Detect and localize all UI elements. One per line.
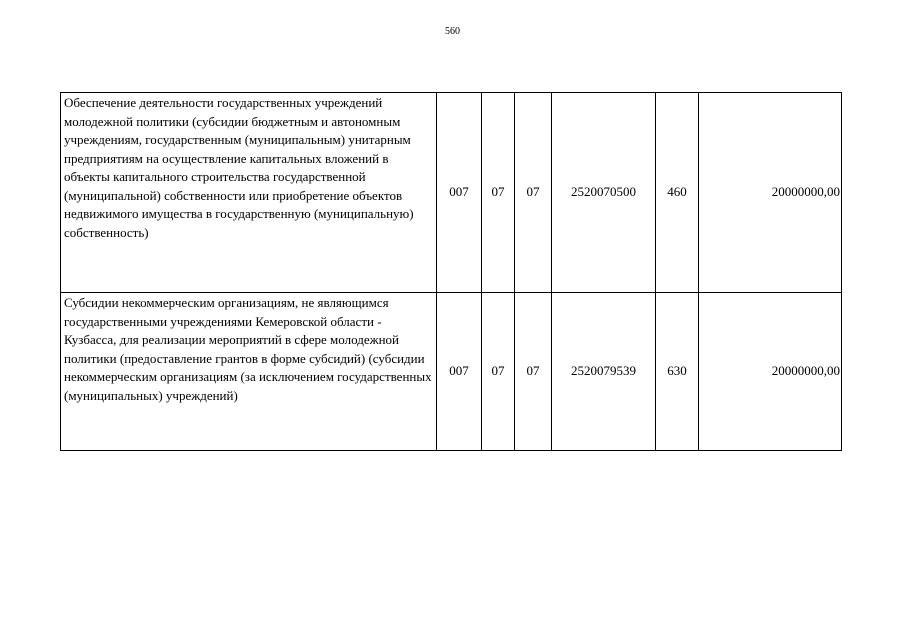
ministry-code-cell: 007 — [437, 93, 482, 293]
budget-table — [60, 92, 842, 451]
table-row — [61, 93, 842, 293]
table-row — [61, 293, 842, 451]
ministry-code-cell: 007 — [437, 293, 482, 451]
section-code-cell: 07 — [482, 293, 515, 451]
description-cell: Субсидии некоммерческим организациям, не являющимся государственными учреждениями Кемеровской области - Кузбасса, для реализации мероприятий в сфере молодежной политики (предоставление грантов в форме субсидий) (субсидии некоммерческим организациям (за исключением государственных (муниципальных) учреждений) — [61, 293, 437, 451]
description-cell: Обеспечение деятельности государственных учреждений молодежной политики (субсидии бюджетным и автономным учреждениям, государственным (муниципальным) унитарным предприятиям на осуществление капитальных вложений в объекты капитального строительства государственной (муниципальной) собственности или приобретение объектов недвижимого имущества в государственную (муниципальную) собственность) — [61, 93, 437, 293]
amount-cell: 20000000,00 — [699, 293, 842, 451]
subsection-code-cell: 07 — [515, 93, 552, 293]
subsection-code-cell: 07 — [515, 293, 552, 451]
expense-type-cell: 630 — [656, 293, 699, 451]
target-article-cell: 2520079539 — [552, 293, 656, 451]
expense-type-cell: 460 — [656, 93, 699, 293]
section-code-cell: 07 — [482, 93, 515, 293]
page-number: 560 — [445, 26, 460, 37]
amount-cell: 20000000,00 — [699, 93, 842, 293]
target-article-cell: 2520070500 — [552, 93, 656, 293]
